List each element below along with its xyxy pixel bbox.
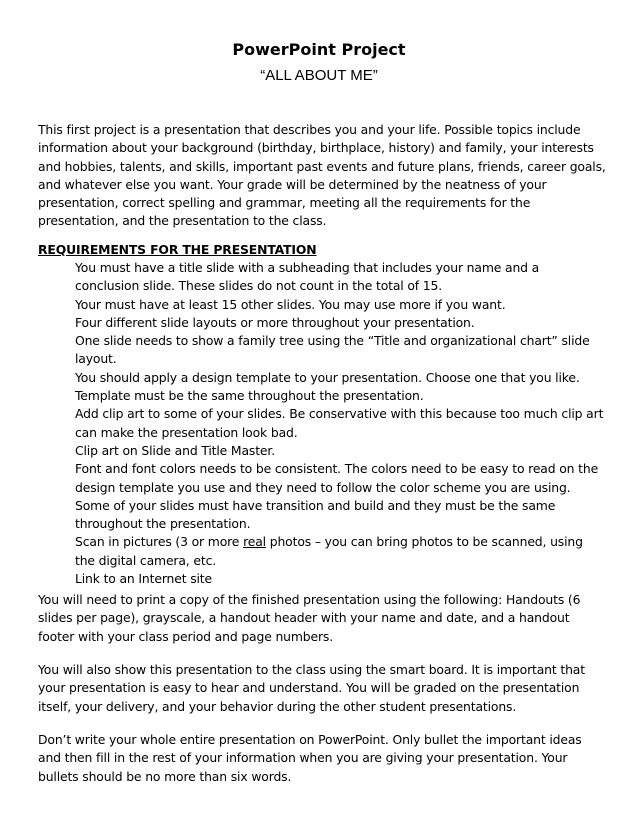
requirement-item: You should apply a design template to your presentation. Choose one that you like. [75,369,580,385]
bullets-paragraph: Don’t write your whole entire presentation on PowerPoint. Only bullet the important ideas and then fill in the rest of your information when you are giving your presentation. Your bullets should be no more than six words. [38,732,582,784]
requirement-item: Clip art on Slide and Title Master. [75,442,275,458]
document-title: PowerPoint Project [232,40,406,59]
requirement-item: Your must have at least 15 other slides. You may use more if you want. [75,296,506,312]
show-paragraph: You will also show this presentation to the class using the smart board. It is important that your presentation is easy to hear and understand. You will be graded on the presentation itself, your delivery, and your behavior during the other student presentations. [38,662,585,714]
requirement-item: Font and font colors needs to be consistent. The colors need to be easy to read on the design template you use and they need to follow the color scheme you are using. [75,461,599,495]
underlined-word: real [243,534,266,550]
requirement-item: You must have a title slide with a subheading that includes your name and a conclusion slide. These slides do not count in the total of 15. [75,260,540,294]
requirement-item: One slide needs to show a family tree using the “Title and organizational chart” slide layout. [75,333,590,367]
document-subtitle: “ALL ABOUT ME” [260,67,378,84]
intro-paragraph: This first project is a presentation that describes you and your life. Possible topics include information about your background (birthday, birthplace, history) and family, your interests and hobbies, talents, and skills, important past events and future plans, friends, career goals, and whatever else you want. Your grade will be determined by the neatness of your presentation, correct spelling and grammar, meeting all the requirements for the presentation, and the presentation to the class. [38,122,606,229]
requirement-item: Four different slide layouts or more throughout your presentation. [75,314,475,330]
requirement-item: Link to an Internet site [75,571,212,587]
requirements-list [75,259,605,588]
requirement-item: Template must be the same throughout the presentation. [75,388,424,404]
requirements-heading: REQUIREMENTS FOR THE PRESENTATION [38,242,317,257]
requirement-item [75,533,605,570]
requirement-item: Some of your slides must have transition and build and they must be the same throughout the presentation. [75,497,556,532]
requirement-text: photos – you can bring photos to be scanned, using the digital camera, etc. [75,534,583,568]
requirement-text: Scan in pictures (3 or more [75,534,244,550]
print-paragraph: You will need to print a copy of the finished presentation using the following: Handouts (6 slides per page), grayscale, a handout header with your name and date, and a handout footer with your class period and page numbers. [38,592,581,644]
requirement-item: Add clip art to some of your slides. Be conservative with this because too much clip art can make the presentation look bad. [75,406,604,440]
